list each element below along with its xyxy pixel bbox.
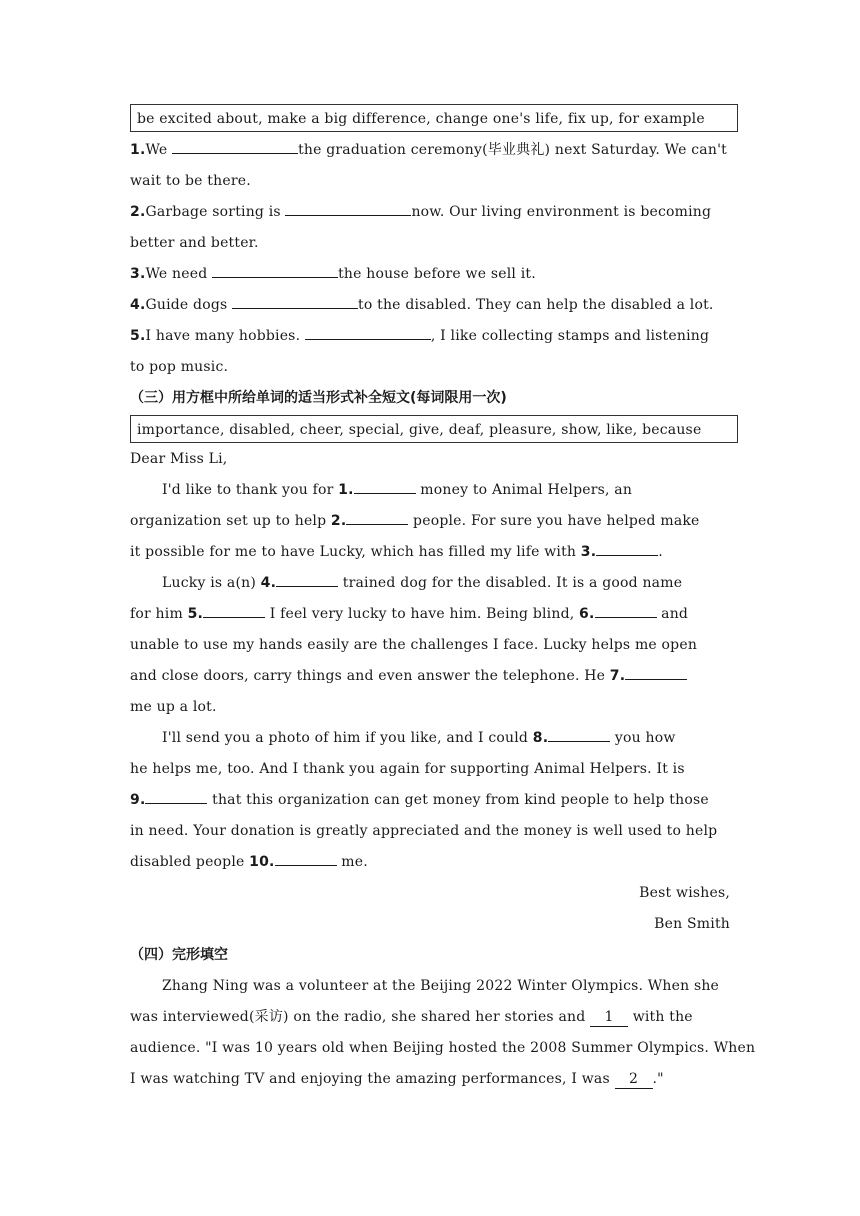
word-box	[130, 415, 738, 443]
word-box-text: importance, disabled, cheer, special, give, deaf, pleasure, show, like, because	[137, 422, 702, 438]
question-2-cont: better and better.	[130, 235, 259, 251]
letter-text: trained dog for the disabled. It is a good name	[338, 575, 683, 591]
cloze-text: was interviewed(采访) on the radio, she shared her stories and	[130, 1009, 591, 1025]
blank-number: 2.	[330, 513, 347, 529]
letter-line	[130, 506, 730, 537]
letter-line	[130, 599, 730, 630]
answer-blank[interactable]	[305, 323, 431, 340]
cloze-line: audience. "I was 10 years old when Beijing hosted the 2008 Summer Olympics. When	[130, 1040, 756, 1056]
letter-text: people. For sure you have helped make	[408, 513, 700, 529]
cloze-blank-1[interactable]: 1	[590, 1008, 628, 1027]
answer-blank[interactable]	[285, 199, 411, 216]
answer-blank[interactable]	[595, 601, 657, 618]
cloze-text: I was watching TV and enjoying the amazing performances, I was	[130, 1071, 615, 1087]
blank-number: 8.	[532, 730, 549, 746]
phrase-box-text: be excited about, make a big difference, change one's life, fix up, for example	[137, 111, 705, 127]
letter-closing: Best wishes,	[639, 885, 730, 901]
letter-text: and	[656, 606, 689, 622]
blank-number: 5.	[187, 606, 204, 622]
question-text: I have many hobbies.	[145, 328, 305, 344]
letter-text: Lucky is a(n)	[162, 575, 261, 591]
question-4	[130, 290, 730, 321]
letter-text: I feel very lucky to have him. Being blind,	[265, 606, 580, 622]
letter-text: that this organization can get money from kind people to help those	[207, 792, 709, 808]
question-1	[130, 135, 730, 166]
cloze-text: with the	[628, 1009, 693, 1025]
question-3	[130, 259, 730, 290]
letter-text: I'll send you a photo of him if you like, and I could	[162, 730, 533, 746]
answer-blank[interactable]	[346, 508, 408, 525]
answer-blank[interactable]	[354, 477, 416, 494]
cloze-line	[130, 1064, 730, 1095]
letter-line	[130, 568, 730, 599]
question-5	[130, 321, 730, 352]
worksheet-page	[130, 100, 756, 1095]
blank-number: 4.	[260, 575, 277, 591]
section-3-heading: （三）用方框中所给单词的适当形式补全短文(每词限用一次)	[130, 390, 507, 406]
cloze-blank-2[interactable]: 2	[615, 1070, 653, 1089]
answer-blank[interactable]	[275, 849, 337, 866]
letter-text: disabled people	[130, 854, 250, 870]
section-4-heading: （四）完形填空	[130, 947, 228, 963]
letter-text: me.	[336, 854, 368, 870]
phrase-box	[130, 104, 738, 132]
question-text: the house before we sell it.	[338, 266, 536, 282]
answer-blank[interactable]	[625, 663, 687, 680]
answer-blank[interactable]	[548, 725, 610, 742]
letter-line: unable to use my hands easily are the challenges I face. Lucky helps me open	[130, 637, 698, 653]
letter-line	[130, 847, 730, 878]
letter-line	[130, 537, 730, 568]
question-text: Garbage sorting is	[145, 204, 286, 220]
question-text: We need	[145, 266, 213, 282]
blank-number: 9.	[130, 792, 146, 808]
cloze-line	[130, 1002, 730, 1033]
question-text: , I like collecting stamps and listening	[430, 328, 710, 344]
letter-text: money to Animal Helpers, an	[415, 482, 633, 498]
blank-number: 1.	[338, 482, 354, 498]
answer-blank[interactable]	[145, 787, 207, 804]
letter-text: and close doors, carry things and even answer the telephone. He	[130, 668, 610, 684]
question-number: 5.	[130, 328, 146, 344]
letter-line	[130, 661, 730, 692]
blank-number: 7.	[609, 668, 626, 684]
answer-blank[interactable]	[596, 539, 658, 556]
letter-text: for him	[130, 606, 188, 622]
letter-line: me up a lot.	[130, 699, 217, 715]
answer-blank[interactable]	[276, 570, 338, 587]
question-5-cont: to pop music.	[130, 359, 229, 375]
question-number: 3.	[130, 266, 146, 282]
question-text: now. Our living environment is becoming	[411, 204, 712, 220]
letter-line: he helps me, too. And I thank you again for supporting Animal Helpers. It is	[130, 761, 685, 777]
blank-number: 6.	[579, 606, 595, 622]
answer-blank[interactable]	[232, 292, 358, 309]
letter-line	[130, 475, 730, 506]
question-text: the graduation ceremony(毕业典礼) next Saturday. We can't	[298, 142, 727, 158]
letter-text: you how	[610, 730, 676, 746]
letter-text: .	[658, 544, 663, 560]
answer-blank[interactable]	[172, 137, 298, 154]
letter-text: I'd like to thank you for	[162, 482, 339, 498]
question-1-cont: wait to be there.	[130, 173, 251, 189]
question-text: We	[145, 142, 173, 158]
question-number: 4.	[130, 297, 146, 313]
question-text: to the disabled. They can help the disabled a lot.	[358, 297, 714, 313]
cloze-line: Zhang Ning was a volunteer at the Beijing 2022 Winter Olympics. When she	[162, 978, 720, 994]
letter-line: in need. Your donation is greatly appreciated and the money is well used to help	[130, 823, 718, 839]
letter-line	[130, 785, 730, 816]
blank-number: 10.	[249, 854, 275, 870]
letter-greeting: Dear Miss Li,	[130, 451, 228, 467]
question-number: 1.	[130, 142, 146, 158]
letter-signature: Ben Smith	[654, 916, 730, 932]
question-2	[130, 197, 730, 228]
answer-blank[interactable]	[203, 601, 265, 618]
letter-line	[130, 723, 730, 754]
blank-number: 3.	[580, 544, 597, 560]
letter-text: it possible for me to have Lucky, which has filled my life with	[130, 544, 581, 560]
cloze-text: ."	[652, 1071, 664, 1087]
question-number: 2.	[130, 204, 146, 220]
question-text: Guide dogs	[145, 297, 233, 313]
letter-text: organization set up to help	[130, 513, 331, 529]
answer-blank[interactable]	[212, 261, 338, 278]
